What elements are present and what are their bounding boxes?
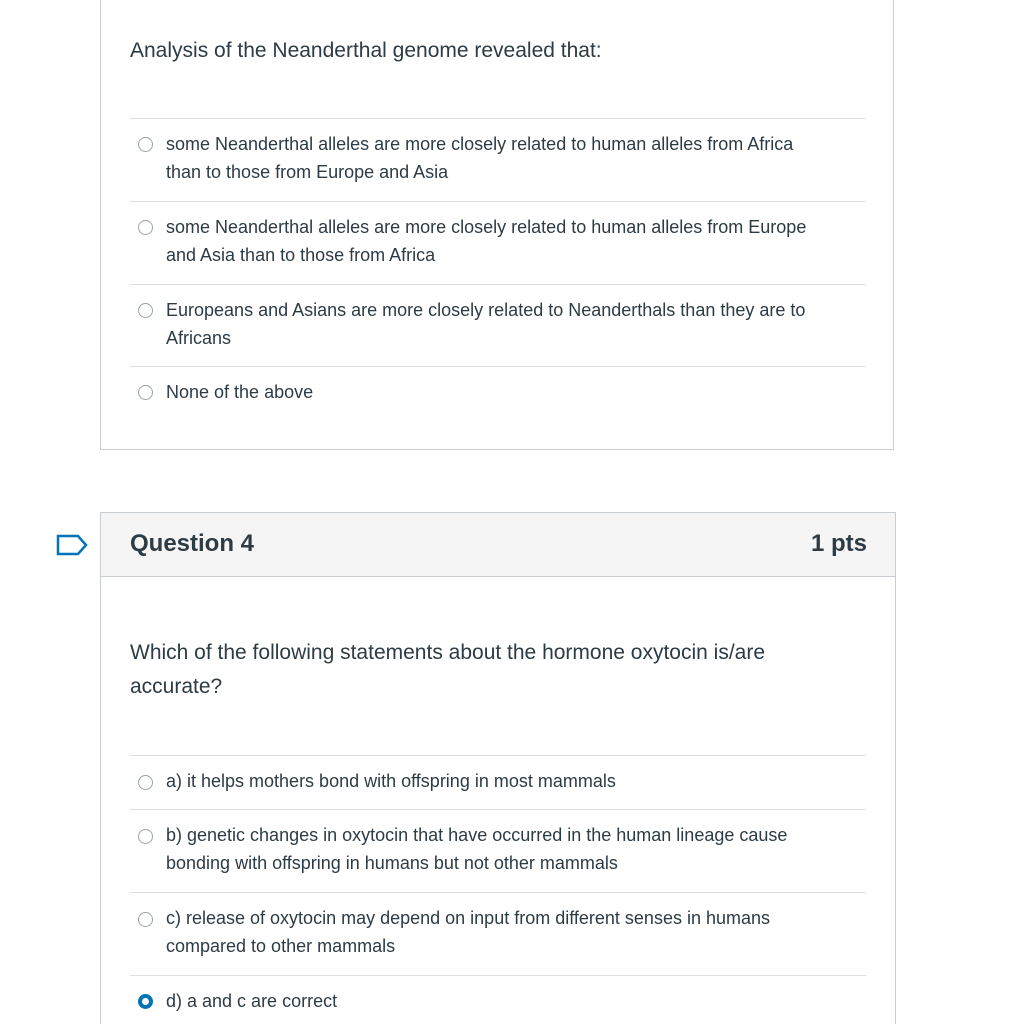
q4-answer-d[interactable] xyxy=(130,975,866,1024)
q3-answer-4[interactable] xyxy=(130,366,866,426)
q3-answer-3-line2: Africans xyxy=(166,328,232,348)
q4-answer-a-label: a) it helps mothers bond with offspring in most mammals xyxy=(166,771,616,791)
q3-answer-1[interactable] xyxy=(130,118,866,201)
q4-answer-b[interactable] xyxy=(130,809,866,892)
question-4-points: 1 pts xyxy=(810,530,867,557)
q4-answer-b-line2: bonding with offspring in humans but not other mammals xyxy=(166,853,618,873)
q4-answer-a[interactable] xyxy=(130,755,866,809)
q4-answer-c-radio[interactable] xyxy=(138,912,153,927)
q3-answer-2-label xyxy=(166,213,866,269)
q3-answer-3-label xyxy=(166,296,866,352)
q4-answer-c-line2: compared to other mammals xyxy=(166,936,396,956)
question-4-answers xyxy=(130,755,866,1024)
question-4-text xyxy=(130,636,860,704)
q4-answer-c[interactable] xyxy=(130,892,866,975)
question-4-text-line2: accurate? xyxy=(130,675,223,698)
question-4-text-line1: Which of the following statements about the hormone oxytocin is/are xyxy=(130,641,766,664)
q4-answer-b-line1: b) genetic changes in oxytocin that have occurred in the human lineage cause xyxy=(166,825,788,845)
q4-answer-d-radio-selected[interactable] xyxy=(138,994,153,1009)
q3-answer-2-line1: some Neanderthal alleles are more closely related to human alleles from Europe xyxy=(166,217,807,237)
q3-answer-1-line2: than to those from Europe and Asia xyxy=(166,162,449,182)
question-4-header xyxy=(100,512,896,577)
q3-answer-1-line1: some Neanderthal alleles are more closely related to human alleles from Africa xyxy=(166,134,794,154)
q3-answer-3-line1: Europeans and Asians are more closely related to Neanderthals than they are to xyxy=(166,300,806,320)
q3-answer-2-radio[interactable] xyxy=(138,220,153,235)
q3-answer-2[interactable] xyxy=(130,201,866,284)
q4-answer-b-label xyxy=(166,821,866,877)
question-3-panel xyxy=(100,0,894,450)
q3-answer-2-line2: and Asia than to those from Africa xyxy=(166,245,436,265)
question-3-answers xyxy=(130,118,866,426)
q4-answer-c-label xyxy=(166,904,866,960)
q3-answer-1-radio[interactable] xyxy=(138,137,153,152)
q4-answer-b-radio[interactable] xyxy=(138,829,153,844)
flag-question-icon[interactable] xyxy=(56,534,88,556)
q3-answer-4-radio[interactable] xyxy=(138,385,153,400)
q3-answer-3[interactable] xyxy=(130,284,866,366)
q4-answer-a-radio[interactable] xyxy=(138,775,153,790)
question-4-panel xyxy=(100,576,896,1024)
q3-answer-4-label: None of the above xyxy=(166,382,314,402)
q4-answer-c-line1: c) release of oxytocin may depend on input from different senses in humans xyxy=(166,908,771,928)
question-4-title: Question 4 xyxy=(130,530,255,557)
question-3-text: Analysis of the Neanderthal genome revealed that: xyxy=(130,39,602,62)
q3-answer-3-radio[interactable] xyxy=(138,303,153,318)
q4-answer-d-label: d) a and c are correct xyxy=(166,991,338,1011)
q3-answer-1-label xyxy=(166,130,866,186)
